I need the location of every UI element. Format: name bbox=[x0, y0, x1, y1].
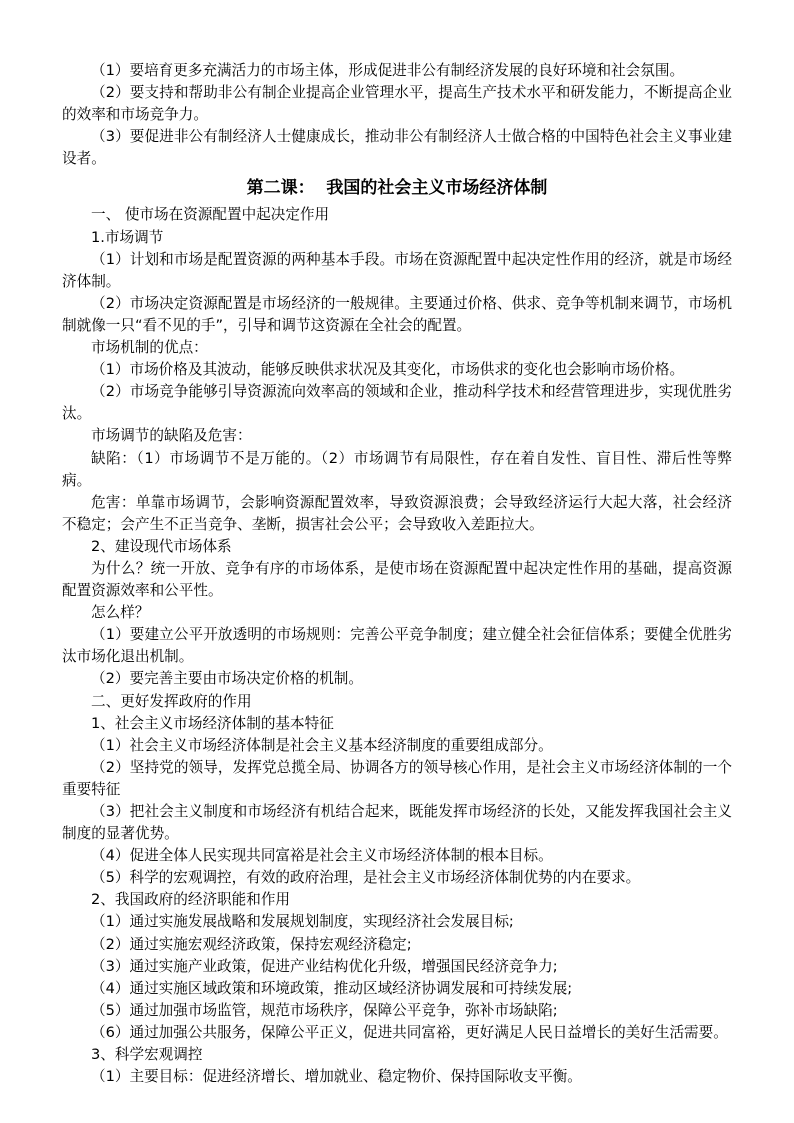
paragraph: （1）要培育更多充满活力的市场主体，形成促进非公有制经济发展的良好环境和社会氛围。 bbox=[91, 62, 685, 79]
paragraph: （5）科学的宏观调控，有效的政府治理，是社会主义市场经济体制优势的内在要求。 bbox=[91, 869, 641, 887]
paragraph: （4）促进全体人民实现共同富裕是社会主义市场经济体制的根本目标。 bbox=[91, 847, 553, 865]
paragraph: （3）把社会主义制度和市场经济有机结合起来，既能发挥市场经济的长处，又能发挥我国社会主义制度的显著优势。 bbox=[62, 803, 732, 843]
paragraph: （2）要完善主要由市场决定价格的机制。 bbox=[91, 670, 363, 688]
paragraph: （1）通过实施发展战略和发展规划制度，实现经济社会发展目标; bbox=[91, 913, 514, 931]
paragraph: 市场调节的缺陷及危害： bbox=[91, 427, 252, 445]
paragraph: （1）要建立公平开放透明的市场规则：完善公平竞争制度；建立健全社会征信体系；要健全优胜劣汰市场化退出机制。 bbox=[62, 626, 732, 666]
paragraph: 危害：单靠市场调节，会影响资源配置效率，导致资源浪费；会导致经济运行大起大落，社会经济不稳定；会产生不正当竞争、垄断，损害社会公平；会导致收入差距拉大。 bbox=[62, 493, 732, 533]
subsection-heading: 2、建设现代市场体系 bbox=[91, 537, 232, 555]
paragraph: （3）要促进非公有制经济人士健康成长，推动非公有制经济人士做合格的中国特色社会主义事业建设者。 bbox=[62, 128, 732, 168]
paragraph: 市场机制的优点： bbox=[91, 339, 208, 357]
paragraph: （1）主要目标：促进经济增长、增加就业、稳定物价、保持国际收支平衡。 bbox=[91, 1068, 582, 1086]
paragraph: （6）通过加强公共服务，保障公平正义，促进共同富裕，更好满足人民日益增长的美好生活需要。 bbox=[91, 1023, 728, 1041]
paragraph: （2）市场竞争能够引导资源流向效率高的领域和企业，推动科学技术和经营管理进步，实现优胜劣汰。 bbox=[62, 383, 732, 423]
paragraph: （2）通过实施宏观经济政策，保持宏观经济稳定; bbox=[91, 935, 412, 953]
lesson-body bbox=[62, 204, 732, 1088]
paragraph: 怎么样？ bbox=[91, 604, 150, 622]
lesson-title: 第二课： 我国的社会主义市场经济体制 bbox=[246, 178, 548, 199]
section-heading: 二、更好发挥政府的作用 bbox=[91, 692, 252, 710]
paragraph: （1）社会主义市场经济体制是社会主义基本经济制度的重要组成部分。 bbox=[91, 736, 553, 754]
subsection-heading: 1.市场调节 bbox=[91, 228, 164, 246]
paragraph: （2）市场决定资源配置是市场经济的一般规律。主要通过价格、供求、竞争等机制来调节，市场机制就像一只“看不见的手”，引导和调节这资源在全社会的配置。 bbox=[62, 294, 732, 334]
section-heading: 一、 使市场在资源配置中起决定作用 bbox=[91, 206, 330, 224]
paragraph: （4）通过实施区域政策和环境政策，推动区域经济协调发展和可持续发展; bbox=[91, 979, 573, 997]
paragraph: （1）计划和市场是配置资源的两种基本手段。市场在资源配置中起决定性作用的经济，就是市场经济体制。 bbox=[62, 250, 732, 290]
subsection-heading: 2、我国政府的经济职能和作用 bbox=[91, 891, 291, 909]
paragraph: （2）要支持和帮助非公有制企业提高企业管理水平，提高生产技术水平和研发能力，不断提高企业的效率和市场竞争力。 bbox=[62, 84, 732, 124]
intro-section bbox=[62, 60, 732, 170]
paragraph: 缺陷：（1）市场调节不是万能的。（2）市场调节有局限性，存在着自发性、盲目性、滞后性等弊病。 bbox=[62, 449, 732, 489]
subsection-heading: 1、社会主义市场经济体制的基本特征 bbox=[91, 714, 334, 732]
paragraph: 为什么？统一开放、竞争有序的市场体系，是使市场在资源配置中起决定性作用的基础，提高资源配置资源效率和公平性。 bbox=[62, 559, 732, 600]
subsection-heading: 3、科学宏观调控 bbox=[91, 1046, 203, 1064]
paragraph: （5）通过加强市场监管，规范市场秩序，保障公平竞争，弥补市场缺陷; bbox=[91, 1001, 558, 1019]
paragraph: （3）通过实施产业政策，促进产业结构优化升级，增强国民经济竞争力; bbox=[91, 957, 558, 975]
paragraph: （2）坚持党的领导，发挥党总揽全局、协调各方的领导核心作用，是社会主义市场经济体制的一个重要特征 bbox=[62, 758, 732, 798]
paragraph: （1）市场价格及其波动，能够反映供求状况及其变化，市场供求的变化也会影响市场价格。 bbox=[91, 361, 685, 379]
